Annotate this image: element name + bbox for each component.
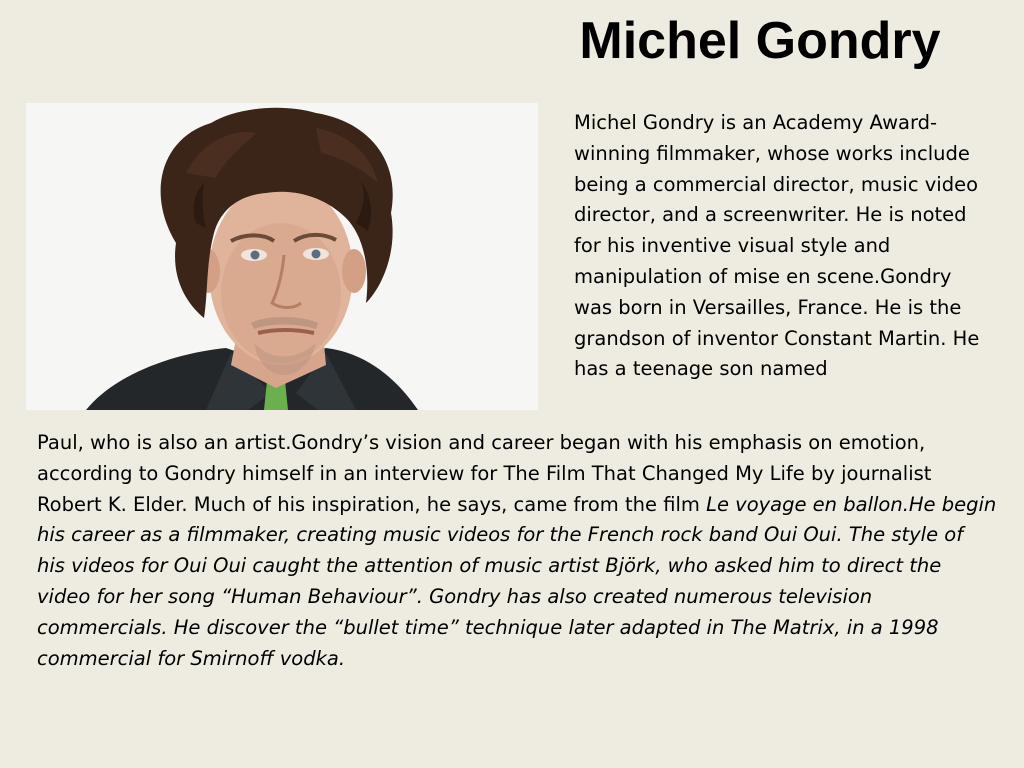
slide-title: Michel Gondry — [579, 12, 941, 70]
biography-italic-text: Le voyage en ballon.He begin his career as a filmmaker, creating music videos for the French rock band Oui Oui. The style of his videos for Oui Oui caught the attention of music artist Björk, who asked him to direct the video for her song “Human Behaviour”. Gondry has also created numerous television commercials. He discover the “bullet time” technique later adapted in The Matrix, in a 1998 commercial for Smirnoff vodka. — [37, 492, 997, 670]
portrait-photo — [26, 103, 538, 410]
biography-paragraph — [37, 428, 997, 674]
intro-paragraph: Michel Gondry is an Academy Award-winning filmmaker, whose works include being a commercial director, music video director, and a screenwriter. He is noted for his inventive visual style and manipulation of mise en scene.Gondry was born in Versailles, France. He is the grandson of inventor Constant Martin. He has a teenage son named — [574, 111, 980, 381]
biography-regular-text: Paul, who is also an artist.Gondry’s vision and career began with his emphasis on emotion, according to Gondry himself in an interview for The Film That Changed My Life by journalist Robert K. Elder. Much of his inspiration, he says, came from the film — [37, 431, 932, 516]
